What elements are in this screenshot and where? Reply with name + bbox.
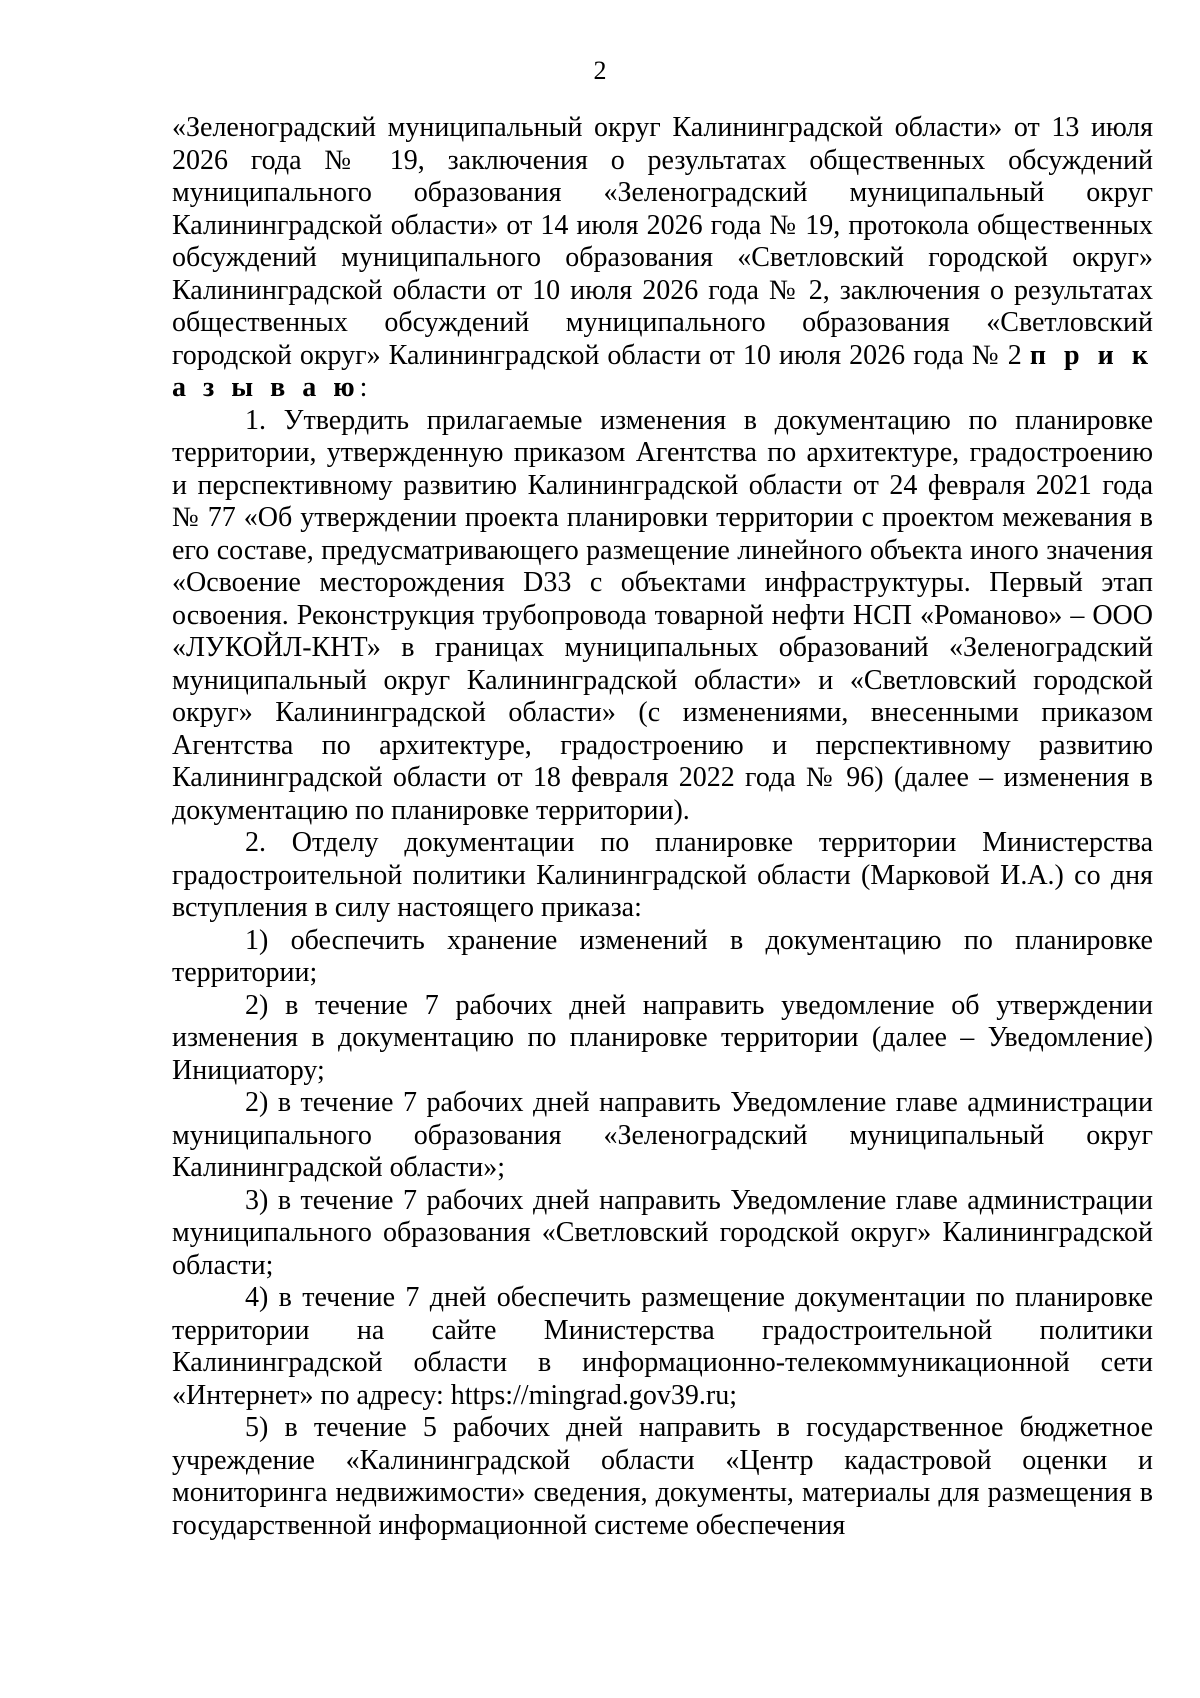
paragraph-subitem-3: 3) в течение 7 рабочих дней направить Уведомление главе администрации муниципального образования «Светловский городской округ» Калининградской области;	[172, 1184, 1153, 1281]
paragraph-subitem-2a: 2) в течение 7 рабочих дней направить уведомление об утверждении изменения в документацию по планировке территории (далее – Уведомление) Инициатору;	[172, 989, 1153, 1086]
paragraph-preamble	[172, 112, 1153, 405]
paragraph-subitem-1: 1) обеспечить хранение изменений в документацию по планировке территории;	[172, 924, 1153, 988]
paragraph-subitem-2b: 2) в течение 7 рабочих дней направить Уведомление главе администрации муниципального образования «Зеленоградский муниципальный округ Калининградской области»;	[172, 1087, 1153, 1183]
page-number: 2	[593, 56, 607, 85]
preamble-text: «Зеленоградский муниципальный округ Калининградской области» от 13 июля 2026 года № 19, заключения о результатах общественных обсуждений муниципального образования «Зеленоградский муниципальный округ Калининградской области» от 14 июля 2026 года № 19, протокола общественных обсуждений муниципального образования «Светловский городской округ» Калининградской области от 10 июля 2026 года № 2, заключения о результатах общественных обсуждений муниципального образования «Светловский городской округ» Калининградской области от 10 июля 2026 года № 2	[172, 112, 1153, 371]
decree-suffix: :	[359, 372, 368, 403]
paragraph-item-1: 1. Утвердить прилагаемые изменения в документацию по планировке территории, утвержденную приказом Агентства по архитектуре, градостроению и перспективному развитию Калининградской области от 24 февраля 2021 года № 77 «Об утверждении проекта планировки территории с проектом межевания в его составе, предусматривающего размещение линейного объекта иного значения «Освоение месторождения D33 с объектами инфраструктуры. Первый этап освоения. Реконструкция трубопровода товарной нефти НСП «Романово» – ООО «ЛУКОЙЛ-КНТ» в границах муниципальных образований «Зеленоградский муниципальный округ Калининградской области» и «Светловский городской округ» Калининградской области» (с изменениями, внесенными приказом Агентства по архитектуре, градостроению и перспективному развитию Калининградской области от 18 февраля 2022 года № 96) (далее – изменения в документацию по планировке территории).	[172, 404, 1153, 826]
paragraph-item-2: 2. Отделу документации по планировке территории Министерства градостроительной политики Калининградской области (Марковой И.А.) со дня вступления в силу настоящего приказа:	[172, 827, 1153, 923]
paragraph-subitem-5: 5) в течение 5 рабочих дней направить в государственное бюджетное учреждение «Калининградской области «Центр кадастровой оценки и мониторинга недвижимости» сведения, документы, материалы для размещения в государственной информационной системе обеспечения	[172, 1412, 1153, 1541]
document-body	[172, 112, 1153, 1542]
decree-word: п р и к а з ы в а ю	[172, 339, 1153, 403]
paragraph-subitem-4: 4) в течение 7 дней обеспечить размещение документации по планировке территории на сайте Министерства градостроительной политики Калининградской области в информационно-телекоммуникационной сети «Интернет» по адресу: https://mingrad.gov39.ru;	[172, 1282, 1153, 1411]
